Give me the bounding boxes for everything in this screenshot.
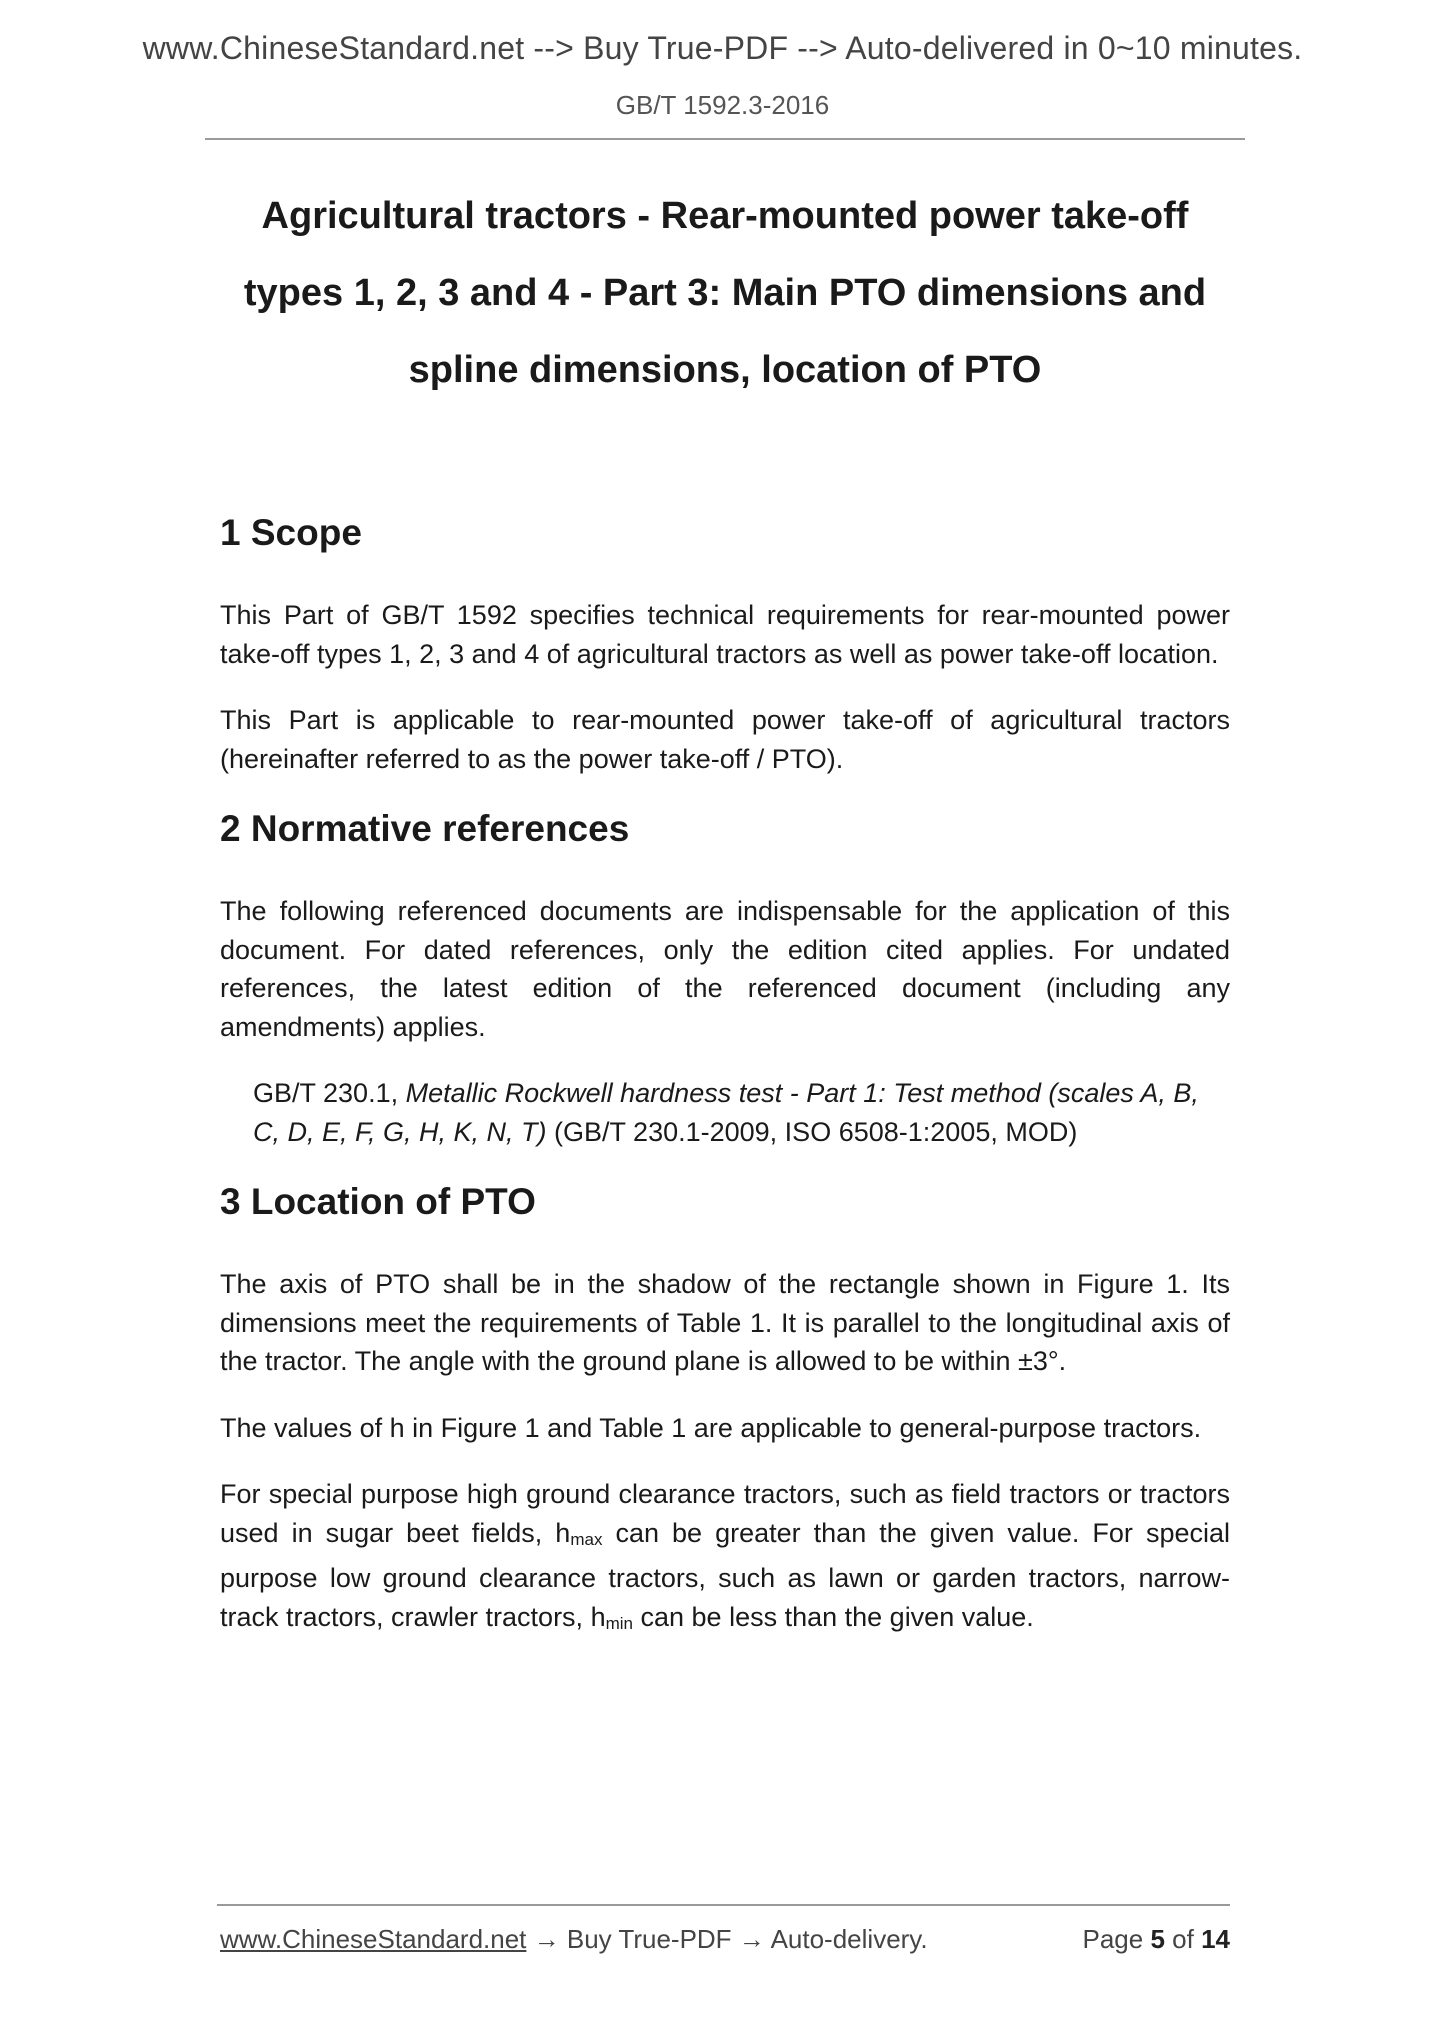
subscript-max: max (570, 1529, 603, 1549)
footer-left (220, 1924, 928, 1955)
location-paragraph-2: The values of h in Figure 1 and Table 1 are applicable to general-purpose tractors. (220, 1412, 1202, 1443)
title-line-1: Agricultural tractors - Rear-mounted power take-off (261, 195, 1189, 237)
location-p3-part-c: can be less than the given value. (633, 1601, 1034, 1632)
standard-code: GB/T 1592.3-2016 (615, 90, 830, 120)
section-normative-references (220, 806, 1230, 1151)
reference-code: GB/T 230.1, (253, 1078, 406, 1108)
document-title (205, 178, 1245, 409)
scope-paragraph-2: This Part is applicable to rear-mounted power take-off of agricultural tractors (hereinafter referred to as the power take-off / PTO). (220, 705, 1230, 774)
page-footer (220, 1924, 1230, 1958)
page-number (1082, 1924, 1230, 1955)
title-line-3: spline dimensions, location of PTO (408, 349, 1042, 391)
document-body (220, 510, 1230, 1671)
page-total: 14 (1201, 1924, 1230, 1954)
location-p3-part-a: For special purpose high ground clearance tractors, such as field tractors or tractors used in sugar beet fields, h (220, 1479, 1230, 1548)
page-label: Page (1082, 1924, 1144, 1954)
page-of-label: of (1172, 1924, 1194, 1954)
reference-entry (253, 1074, 1230, 1151)
scope-paragraph-1: This Part of GB/T 1592 specifies technical requirements for rear-mounted power take-off types 1, 2, 3 and 4 of agricultural tractors as well as power take-off location. (220, 600, 1230, 669)
footer-site-link[interactable]: www.ChineseStandard.net (220, 1924, 527, 1954)
footer-tagline: → Buy True-PDF → Auto-delivery. (526, 1924, 928, 1954)
subscript-min: min (605, 1613, 633, 1633)
header-divider (205, 138, 1245, 140)
location-p3-part-b: can be greater than the given value. For special purpose low ground clearance tractors, such as lawn or garden tractors, narrow-track tractors, crawler tractors, h (220, 1517, 1230, 1632)
reference-title: Metallic Rockwell hardness test - Part 1: Test method (scales A, B, C, D, E, F, G, H, K, N, T) (253, 1078, 1199, 1147)
location-paragraph-1: The axis of PTO shall be in the shadow of the rectangle shown in Figure 1. Its dimensions meet the requirements of Table 1. It is parallel to the longitudinal axis of the tractor. The angle with the ground plane is allowed to be within ±3°. (220, 1269, 1230, 1376)
location-paragraph-3 (220, 1475, 1230, 1643)
section-heading-location: 3 Location of PTO (220, 1181, 536, 1222)
reference-tail: (GB/T 230.1-2009, ISO 6508-1:2005, MOD) (546, 1116, 1078, 1147)
section-location-of-pto (220, 1179, 1230, 1643)
section-heading-normative: 2 Normative references (220, 808, 630, 849)
normative-paragraph-1: The following referenced documents are indispensable for the application of this document. For dated references, only the edition cited applies. For undated references, the latest edition of the referenced document (including any amendments) applies. (220, 896, 1230, 1042)
page-current: 5 (1150, 1924, 1165, 1954)
section-scope (220, 510, 1230, 778)
site-banner: www.ChineseStandard.net --> Buy True-PDF --> Auto-delivered in 0~10 minutes. (142, 30, 1303, 66)
title-line-2: types 1, 2, 3 and 4 - Part 3: Main PTO dimensions and (243, 272, 1207, 314)
section-heading-scope: 1 Scope (220, 512, 362, 553)
footer-divider (217, 1904, 1230, 1906)
